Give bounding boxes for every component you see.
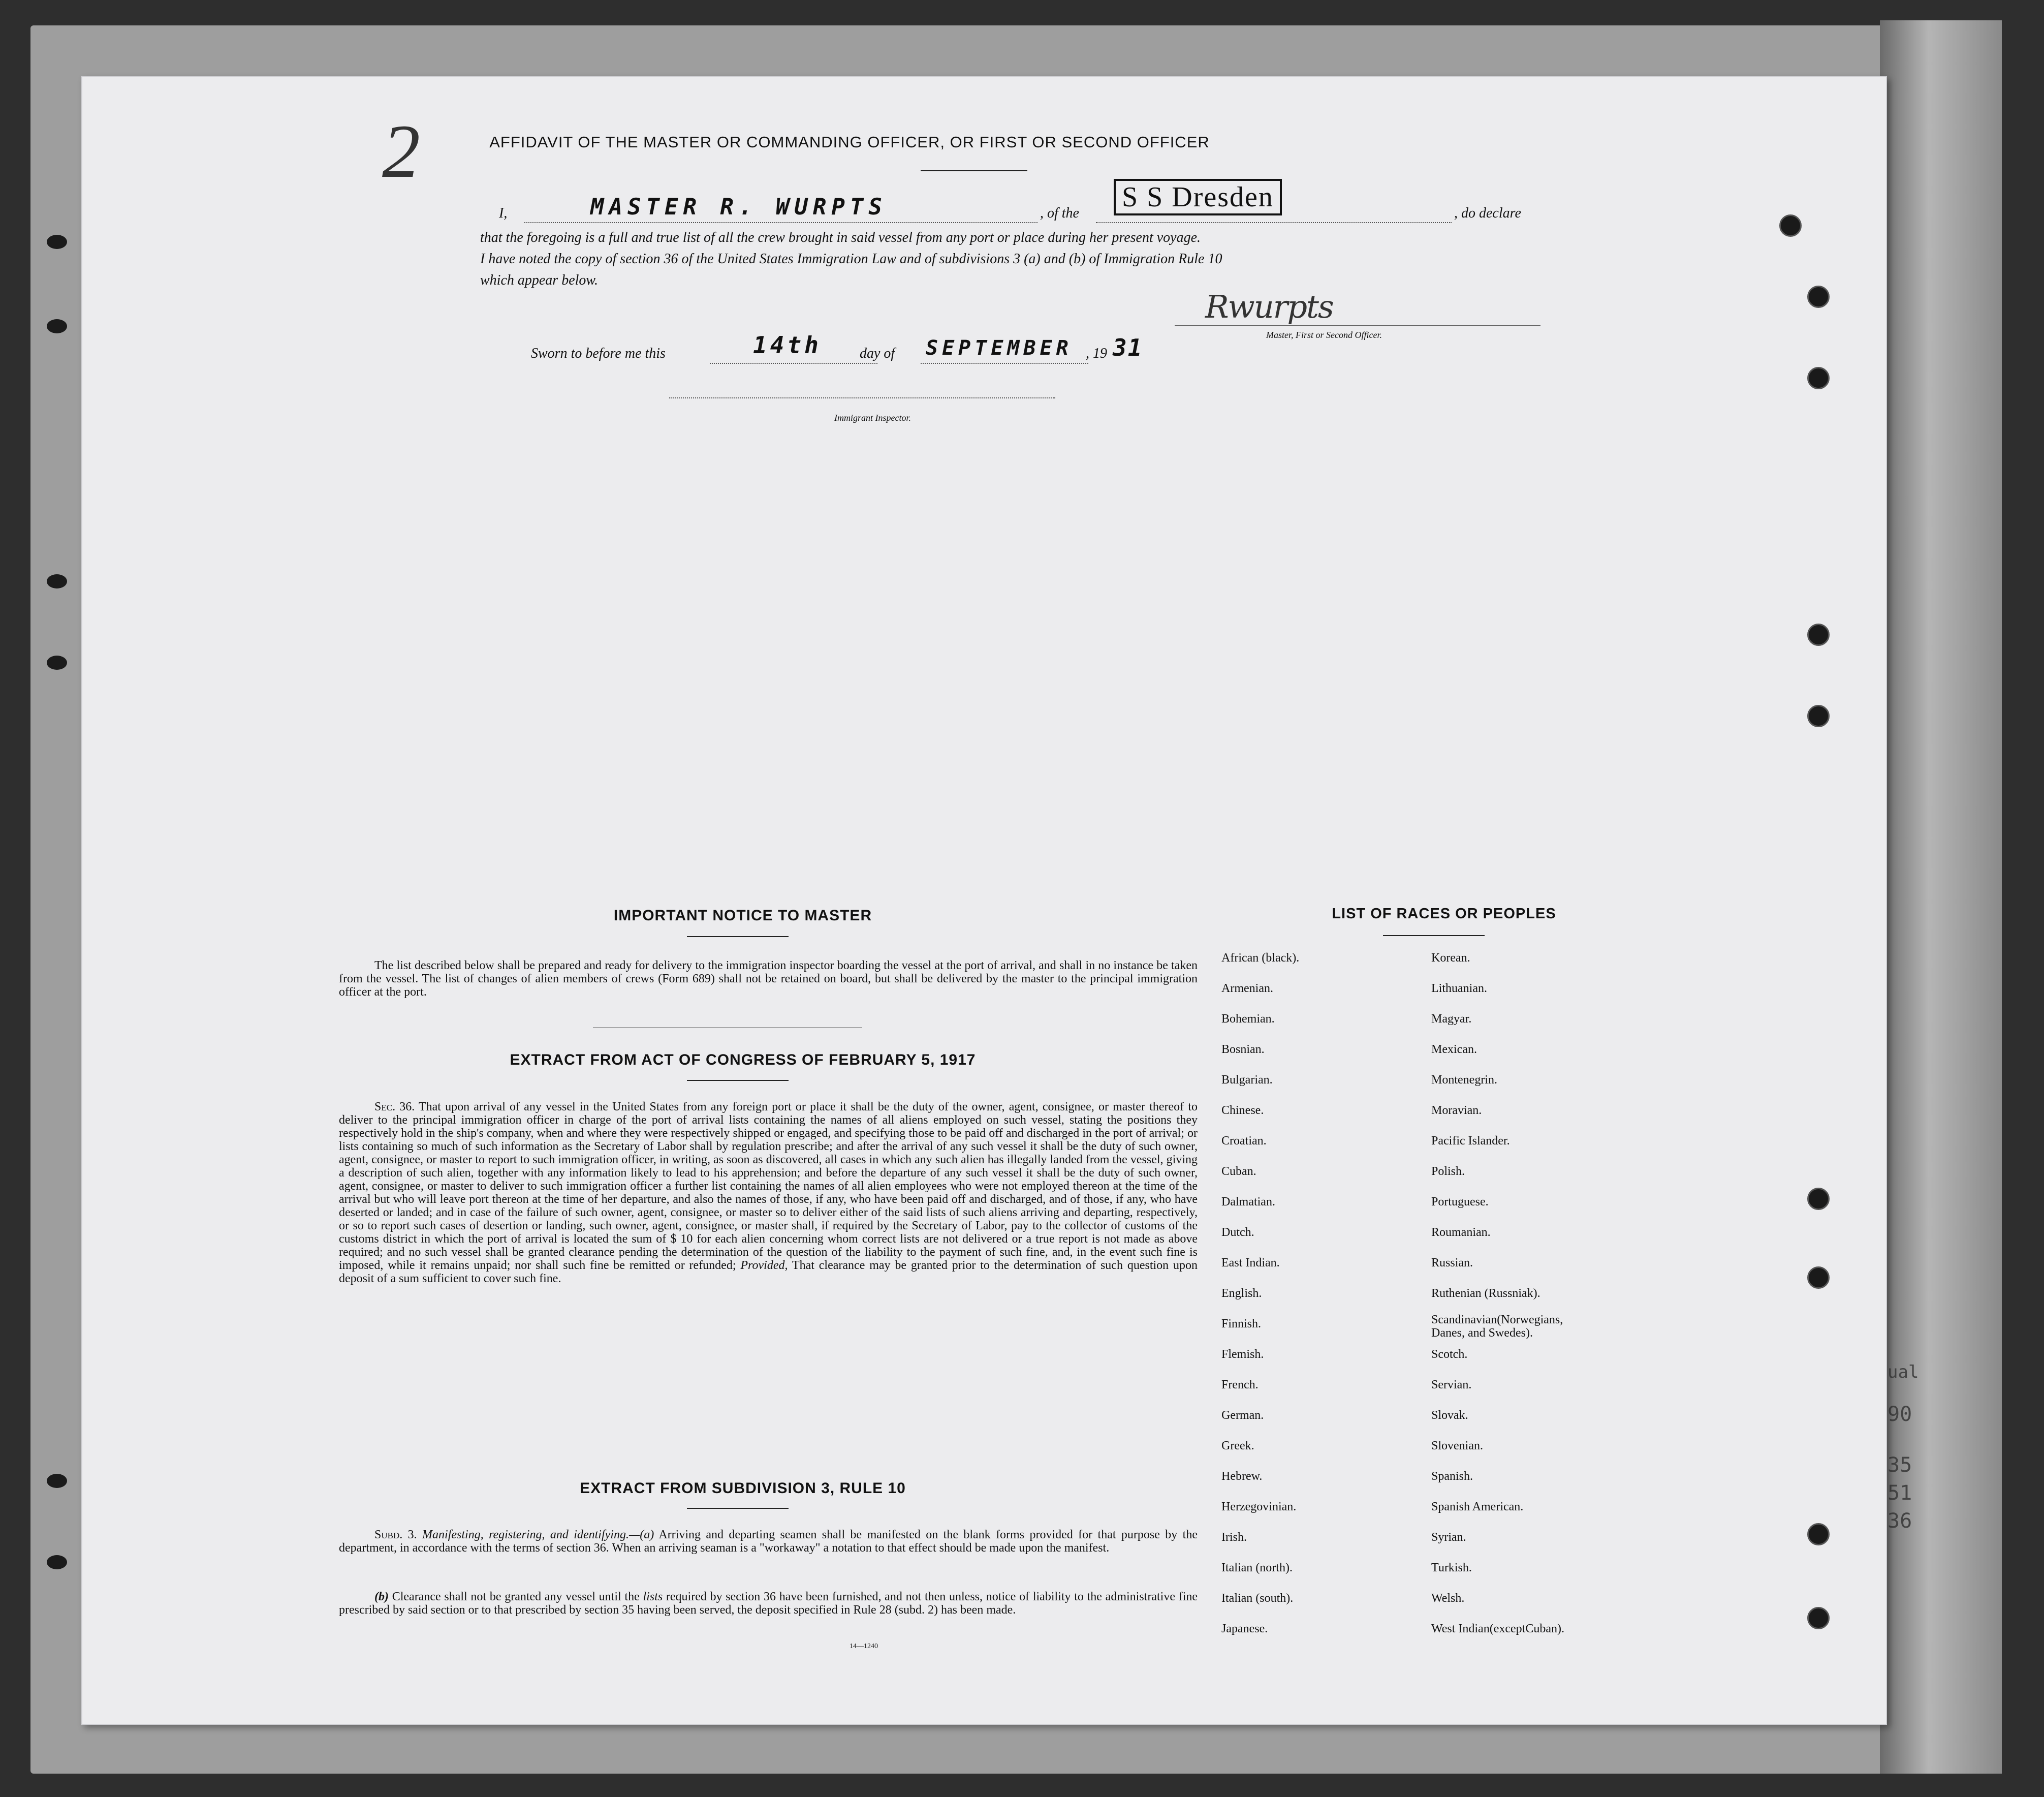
i-label: I, xyxy=(499,205,508,221)
act-extract-text xyxy=(339,1100,1198,1285)
provided-label: Provided, xyxy=(740,1259,788,1272)
binder-hole xyxy=(47,656,67,670)
notice-title: IMPORTANT NOTICE TO MASTER xyxy=(613,907,872,924)
race-item: Dutch. xyxy=(1221,1226,1254,1239)
edge-mark: 90 xyxy=(1888,1403,1912,1426)
b-label: (b) xyxy=(374,1590,389,1603)
inspector-caption: Immigrant Inspector. xyxy=(834,413,911,423)
race-item: Mexican. xyxy=(1431,1043,1477,1056)
race-item: Korean. xyxy=(1431,951,1470,965)
race-item: Croatian. xyxy=(1221,1134,1267,1148)
race-item: East Indian. xyxy=(1221,1256,1280,1269)
declaration-line-1: that the foregoing is a full and true list of all the crew brought in said vessel from any port or place during her present voyage. xyxy=(480,230,1201,245)
master-signature: Rwurpts xyxy=(1205,288,1333,325)
race-item: Italian (south). xyxy=(1221,1592,1294,1605)
rule-extract-rule xyxy=(687,1508,789,1509)
race-item: Scandinavian(Norwegians, Danes, and Swedes). xyxy=(1431,1313,1563,1340)
affidavit-page xyxy=(81,76,1887,1725)
notice-rule xyxy=(687,936,789,937)
punch-hole xyxy=(1807,1188,1830,1210)
race-item: Finnish. xyxy=(1221,1317,1262,1330)
race-item: Chinese. xyxy=(1221,1104,1264,1117)
year-prefix: , 19 xyxy=(1086,346,1107,361)
edge-mark: ual xyxy=(1888,1362,1919,1382)
signature-caption: Master, First or Second Officer. xyxy=(1266,330,1382,340)
provided-text: That clearance may be granted prior to the determination of such question upon deposit of a sum sufficient to cover such fine. xyxy=(339,1259,1198,1285)
race-item: Polish. xyxy=(1431,1165,1465,1178)
race-item: Servian. xyxy=(1431,1378,1472,1391)
race-item: West Indian(exceptCuban). xyxy=(1431,1622,1564,1635)
of-the-label: , of the xyxy=(1040,205,1079,221)
binder-hole xyxy=(47,1474,67,1488)
punch-hole xyxy=(1807,705,1830,727)
race-item: French. xyxy=(1221,1378,1259,1391)
master-name: MASTER R. WURPTS xyxy=(590,194,887,220)
day-of-label: day of xyxy=(860,346,895,361)
race-item: Moravian. xyxy=(1431,1104,1482,1117)
name-line xyxy=(524,222,1037,223)
subd-heading: Manifesting, registering, and identifying.—(a) xyxy=(422,1528,654,1541)
punch-hole xyxy=(1779,214,1802,237)
rule-extract-title: EXTRACT FROM SUBDIVISION 3, RULE 10 xyxy=(580,1480,906,1497)
race-item: Japanese. xyxy=(1221,1622,1268,1635)
binder-hole xyxy=(47,235,67,249)
race-item: Ruthenian (Russniak). xyxy=(1431,1287,1540,1300)
race-item: Flemish. xyxy=(1221,1348,1264,1361)
races-title: LIST OF RACES OR PEOPLES xyxy=(1332,906,1556,922)
subd-text-a: Arriving and departing seamen shall be manifested on the blank forms provided for that purpose by the department, in accordance with the terms of section 36. When an arriving seaman is a "workaway" a notation to that effect should be made upon the manifest. xyxy=(339,1528,1198,1555)
title-rule xyxy=(921,170,1027,171)
notice-text: The list described below shall be prepared and ready for delivery to the immigration inspector boarding the vessel at the port of arrival, and shall in no instance be taken from the vessel. The list of changes of alien members of crews (Form 689) shall not be retained on board, but shall be delivered by the master to the principal immigration officer at the port. xyxy=(339,959,1198,999)
form-number: 14—1240 xyxy=(850,1643,878,1650)
rule-extract-text-a xyxy=(339,1528,1198,1555)
punch-hole xyxy=(1807,1607,1830,1629)
page-number-mark: 2 xyxy=(382,109,420,194)
subd-text-lists: lists xyxy=(643,1590,663,1603)
race-item: Greek. xyxy=(1221,1439,1254,1452)
act-extract-title: EXTRACT FROM ACT OF CONGRESS OF FEBRUARY 5, 1917 xyxy=(510,1051,976,1068)
sec-label: Sec. 36. xyxy=(374,1100,415,1113)
inspector-line xyxy=(669,397,1055,398)
race-item: Bulgarian. xyxy=(1221,1073,1273,1087)
races-right-column xyxy=(1431,951,1645,1653)
subd-text-b2: required by section 36 have been furnished, and not then unless, notice of liability to the administrative fine prescribed by said section or to that prescribed by section 35 having been served, the deposit specified in Rule 28 (subd. 2) has been made. xyxy=(339,1590,1198,1617)
race-item: Scotch. xyxy=(1431,1348,1468,1361)
race-item: Slovak. xyxy=(1431,1409,1468,1422)
vessel-stamp: S S Dresden xyxy=(1114,179,1282,215)
declaration-line-2: I have noted the copy of section 36 of the United States Immigration Law and of subdivisions 3 (a) and (b) of Immigration Rule 10 xyxy=(480,251,1222,267)
race-item: Cuban. xyxy=(1221,1165,1256,1178)
race-item: Welsh. xyxy=(1431,1592,1465,1605)
race-item: Portuguese. xyxy=(1431,1195,1489,1209)
sworn-label: Sworn to before me this xyxy=(531,346,666,361)
act-body: That upon arrival of any vessel in the United States from any foreign port or place it shall be the duty of the owner, agent, consignee, or master thereof to deliver to the principal immigration officer in charge of the port of arrival lists containing the names of all aliens employed on such vessel, stating the positions they respectively hold in the ship's company, when and where they were respectively shipped or engaged, and specifying those to be paid off and discharged in the port of arrival; or lists containing so much of such information as the Secretary of Labor shall by regulation prescribe; and after the arrival of any such vessel it shall be the duty of such owner, agent, consignee, or master to report to such immigration officer, in writing, as soon as discovered, all cases in which any such alien has illegally landed from the vessel, giving a description of such alien, together with any information likely to lead to his apprehension; and before the departure of any such vessel it shall be the duty of such owner, agent, consignee, or master to deliver to such immigration officer a further list containing the names of all alien employees who were not employed thereon at the time of the arrival but who will leave port thereon at the time of her departure, and also the names of those, if any, who have been paid off and discharged, and of those, if any, who have deserted or landed; and in case of the failure of such owner, agent, consignee, or master so to deliver either of the said lists of such aliens arriving and departing, respectively, or so to report such cases of desertion or landing, such owner, agent, consignee, or master shall, if required by the Secretary of Labor, pay to the collector of customs of the customs district in which the port of arrival is located the sum of $ 10 for each alien concerning whom correct lists are not delivered or a true report is not made as above required; and no such vessel shall be granted clearance pending the determination of the question of the liability to the payment of such fine, and, in the event such fine is imposed, while it remains unpaid; nor shall such fine be remitted or refunded; xyxy=(339,1100,1198,1272)
do-declare-label: , do declare xyxy=(1454,205,1521,221)
day-line xyxy=(710,363,877,364)
binder-hole xyxy=(47,1555,67,1569)
race-item: Hebrew. xyxy=(1221,1470,1263,1483)
punch-hole xyxy=(1807,286,1830,308)
punch-hole xyxy=(1807,624,1830,646)
edge-mark: 36 xyxy=(1888,1509,1912,1533)
race-item: Slovenian. xyxy=(1431,1439,1483,1452)
race-item: Bosnian. xyxy=(1221,1043,1265,1056)
race-item: Spanish American. xyxy=(1431,1500,1524,1513)
punch-hole xyxy=(1807,1266,1830,1289)
races-rule xyxy=(1383,935,1485,936)
punch-hole xyxy=(1807,1523,1830,1545)
subd-label: Subd. 3. xyxy=(374,1528,417,1541)
subd-text-b1: Clearance shall not be granted any vessel until the xyxy=(392,1590,640,1603)
race-item: Montenegrin. xyxy=(1431,1073,1497,1087)
races-left-column xyxy=(1221,951,1435,1653)
edge-mark: 51 xyxy=(1888,1481,1912,1505)
race-item: Lithuanian. xyxy=(1431,982,1487,995)
race-item: Irish. xyxy=(1221,1531,1247,1544)
race-item: Dalmatian. xyxy=(1221,1195,1275,1209)
race-item: Bohemian. xyxy=(1221,1012,1275,1026)
race-item: Syrian. xyxy=(1431,1531,1466,1544)
rule-extract-text-b xyxy=(339,1590,1198,1617)
race-item: Pacific Islander. xyxy=(1431,1134,1510,1148)
race-item: Magyar. xyxy=(1431,1012,1472,1026)
race-item: Russian. xyxy=(1431,1256,1473,1269)
declaration-line-3: which appear below. xyxy=(480,272,599,288)
race-item: Roumanian. xyxy=(1431,1226,1491,1239)
race-item: English. xyxy=(1221,1287,1262,1300)
race-item: Armenian. xyxy=(1221,982,1273,995)
race-item: Herzegovinian. xyxy=(1221,1500,1297,1513)
month-line xyxy=(921,363,1088,364)
race-item: Turkish. xyxy=(1431,1561,1472,1574)
sworn-day: 14th xyxy=(753,331,822,359)
race-item: Italian (north). xyxy=(1221,1561,1293,1574)
punch-hole xyxy=(1807,367,1830,389)
edge-mark: 35 xyxy=(1888,1453,1912,1477)
vessel-line xyxy=(1096,222,1452,223)
year-suffix: 31 xyxy=(1113,334,1143,361)
act-extract-rule xyxy=(687,1080,789,1081)
affidavit-title: AFFIDAVIT OF THE MASTER OR COMMANDING OFFICER, OR FIRST OR SECOND OFFICER xyxy=(489,133,1210,151)
race-item: African (black). xyxy=(1221,951,1300,965)
binder-hole xyxy=(47,319,67,333)
race-item: German. xyxy=(1221,1409,1264,1422)
race-item: Spanish. xyxy=(1431,1470,1473,1483)
binder-hole xyxy=(47,574,67,588)
signature-line xyxy=(1175,325,1540,326)
sworn-month: SEPTEMBER xyxy=(926,336,1073,360)
